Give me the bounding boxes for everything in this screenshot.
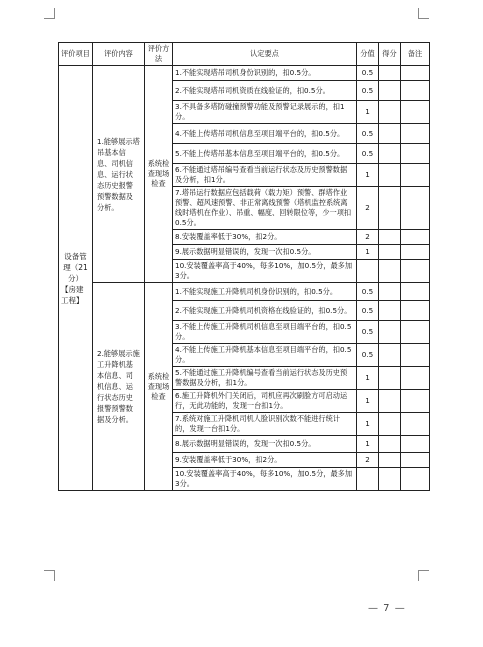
score-value: 1: [357, 245, 379, 260]
remark-cell: [401, 164, 430, 187]
got-score-cell: [379, 260, 401, 283]
remark-cell: [401, 101, 430, 124]
requirement-text: 3.不能上传施工升降机司机信息至项目端平台的，扣0.5分。: [173, 321, 357, 344]
remark-cell: [401, 230, 430, 245]
score-value: 0.5: [357, 124, 379, 144]
score-value: 1: [357, 367, 379, 390]
evaluation-item-cell: [59, 66, 93, 491]
requirement-text: 1.不能实现塔吊司机身份识别的，扣0.5分。: [173, 66, 357, 81]
evaluation-method: 系统检查现场检查: [145, 66, 173, 283]
header-content: 评价内容: [93, 43, 145, 66]
requirement-text: 8.安装覆盖率低于30%，扣2分。: [173, 230, 357, 245]
got-score-cell: [379, 187, 401, 230]
remark-cell: [401, 344, 430, 367]
crop-mark-top-right: [418, 8, 429, 19]
header-row: [59, 43, 430, 66]
score-value: 0.5: [357, 144, 379, 164]
remark-cell: [401, 187, 430, 230]
score-value: 1: [357, 164, 379, 187]
got-score-cell: [379, 101, 401, 124]
remark-cell: [401, 66, 430, 81]
score-value: 1: [357, 413, 379, 436]
remark-cell: [401, 124, 430, 144]
remark-cell: [401, 436, 430, 453]
evaluation-method: 系统检查现场检查: [145, 283, 173, 491]
requirement-text: 3.不具备多塔防碰撞预警功能及预警记录展示的，扣1分。: [173, 101, 357, 124]
remark-cell: [401, 468, 430, 491]
crop-mark-bottom-left: [44, 570, 55, 581]
got-score-cell: [379, 124, 401, 144]
got-score-cell: [379, 81, 401, 101]
evaluation-table: [58, 42, 430, 491]
remark-cell: [401, 390, 430, 413]
score-value: 2: [357, 187, 379, 230]
requirement-text: 1.不能实现施工升降机司机身份识别的，扣0.5分。: [173, 283, 357, 301]
got-score-cell: [379, 301, 401, 321]
remark-cell: [401, 245, 430, 260]
requirement-row: [59, 66, 430, 81]
remark-cell: [401, 81, 430, 101]
got-score-cell: [379, 390, 401, 413]
got-score-cell: [379, 468, 401, 491]
requirement-text: 4.不能上传塔吊司机信息至项目端平台的，扣0.5分。: [173, 124, 357, 144]
score-value: 0.5: [357, 66, 379, 81]
crop-mark-top-left: [44, 8, 55, 19]
got-score-cell: [379, 344, 401, 367]
header-remark: 备注: [401, 43, 430, 66]
evaluation-content: 2.能够展示施工升降机基本信息、司机信息、运行状态历史报警预警数据及分析。: [93, 283, 145, 491]
score-value: 0.5: [357, 283, 379, 301]
requirement-text: 5.不能通过施工升降机编号查看当前运行状态及历史预警数据及分析，扣1分。: [173, 367, 357, 390]
score-value: 2: [357, 453, 379, 468]
score-value: [357, 468, 379, 491]
score-value: 0.5: [357, 81, 379, 101]
evaluation-item-title: 设备管理（21分）: [63, 251, 88, 283]
remark-cell: [401, 453, 430, 468]
evaluation-item-category: 【房建工程】: [61, 284, 84, 305]
remark-cell: [401, 301, 430, 321]
got-score-cell: [379, 321, 401, 344]
requirement-text: 7.系统对施工升降机司机人脸识别次数不能进行统计的，发现一台扣1分。: [173, 413, 357, 436]
score-value: 1: [357, 390, 379, 413]
score-value: 0.5: [357, 344, 379, 367]
remark-cell: [401, 321, 430, 344]
requirement-text: 2.不能实现塔吊司机资质在线验证的，扣0.5分。: [173, 81, 357, 101]
requirement-text: 7.塔吊运行数据应包括载荷（载力矩）预警、群塔作业预警、超风速预警、非正常离线预警（塔机监控系统离线时塔机在作业）、吊重、幅度、回转限位等，少一项扣0.5分。: [173, 187, 357, 230]
score-value: 1: [357, 101, 379, 124]
requirement-row: [59, 283, 430, 301]
score-value: 0.5: [357, 321, 379, 344]
header-requirements: 认定要点: [173, 43, 357, 66]
got-score-cell: [379, 164, 401, 187]
requirement-text: 9.展示数据明显错误的，发现一次扣0.5分。: [173, 245, 357, 260]
got-score-cell: [379, 436, 401, 453]
requirement-text: 10.安装覆盖率高于40%，每多10%，加0.5分，最多加3分。: [173, 260, 357, 283]
remark-cell: [401, 367, 430, 390]
remark-cell: [401, 144, 430, 164]
remark-cell: [401, 413, 430, 436]
requirement-text: 6.施工升降机外门关闭后，司机应再次刷脸方可启动运行，无此功能的，发现一台扣1分。: [173, 390, 357, 413]
got-score-cell: [379, 144, 401, 164]
requirement-text: 9.安装覆盖率低于30%，扣2分。: [173, 453, 357, 468]
header-method: 评价方法: [145, 43, 173, 66]
crop-mark-bottom-right: [418, 570, 429, 581]
requirement-text: 6.不能通过塔吊编号查看当前运行状态及历史预警数据及分析，扣1分。: [173, 164, 357, 187]
requirement-text: 8.展示数据明显错误的，发现一次扣0.5分。: [173, 436, 357, 453]
got-score-cell: [379, 66, 401, 81]
remark-cell: [401, 260, 430, 283]
got-score-cell: [379, 283, 401, 301]
got-score-cell: [379, 413, 401, 436]
requirement-text: 5.不能上传塔吊基本信息至项目端平台的，扣0.5分。: [173, 144, 357, 164]
got-score-cell: [379, 230, 401, 245]
got-score-cell: [379, 453, 401, 468]
score-value: 2: [357, 230, 379, 245]
got-score-cell: [379, 367, 401, 390]
requirement-text: 10.安装覆盖率高于40%，每多10%，加0.5分，最多加3分。: [173, 468, 357, 491]
score-value: 1: [357, 436, 379, 453]
header-got-score: 得分: [379, 43, 401, 66]
evaluation-content: 1.能够展示塔吊基本信息、司机信息、运行状态历史报警预警数据及分析。: [93, 66, 145, 283]
header-item: 评价项目: [59, 43, 93, 66]
requirement-text: 4.不能上传施工升降机基本信息至项目端平台的，扣0.5分。: [173, 344, 357, 367]
page-number: — 7 —: [368, 603, 406, 614]
header-score: 分值: [357, 43, 379, 66]
requirement-text: 2.不能实现施工升降机司机资格在线验证的，扣0.5分。: [173, 301, 357, 321]
got-score-cell: [379, 245, 401, 260]
score-value: [357, 260, 379, 283]
remark-cell: [401, 283, 430, 301]
score-value: 0.5: [357, 301, 379, 321]
